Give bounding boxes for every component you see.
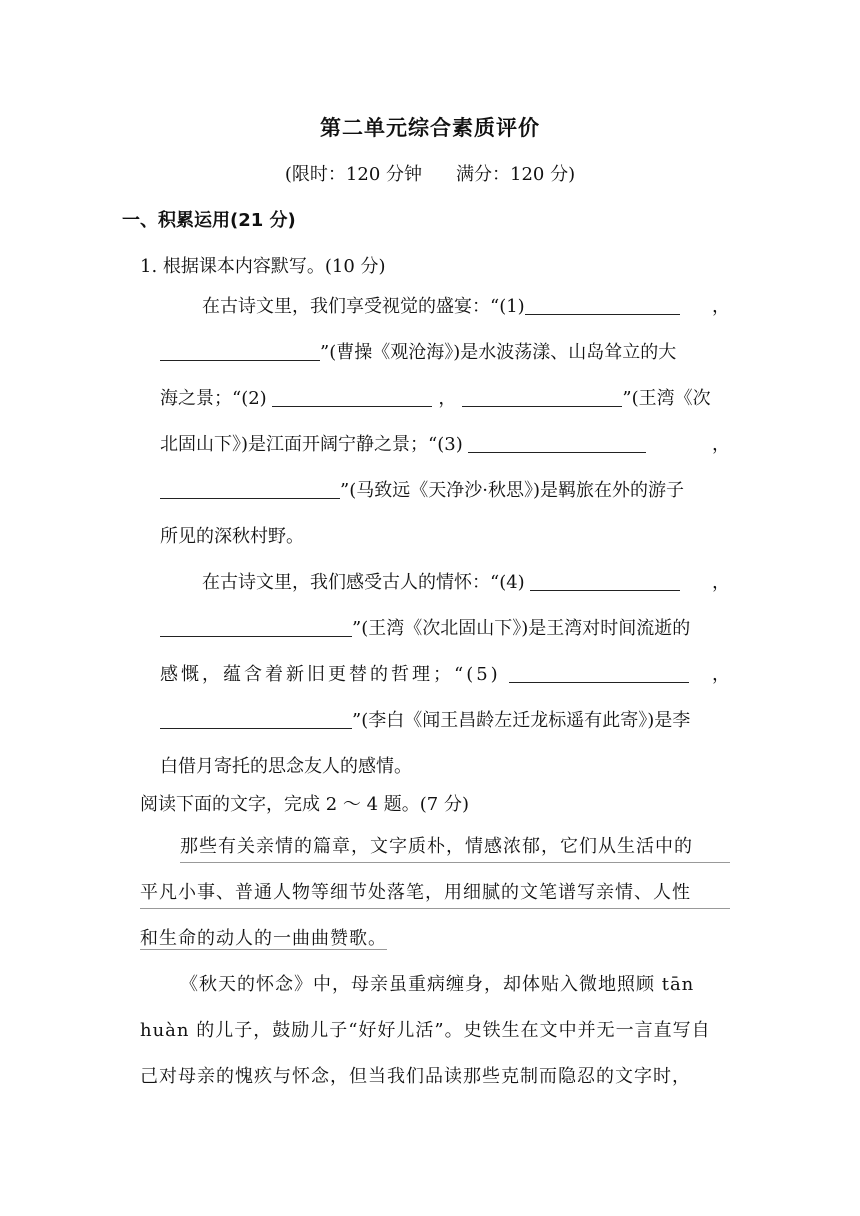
passage-line-2: 平凡小事、普通人物等细节处落笔，用细腻的文笔谱写亲情、人性	[140, 878, 730, 909]
p2-line-1: 在古诗文里，我们感受古人的情怀：“(4) ，	[202, 572, 730, 593]
p2-line-2: ”(王湾《次北固山下》)是王湾对时间流逝的	[160, 606, 730, 652]
passage-line-3: 和生命的动人的一曲曲赞歌。	[140, 928, 387, 949]
passage-line-5: huàn 的儿子，鼓励儿子“好好儿活”。史铁生在文中并无一言直写自	[140, 1020, 711, 1041]
p1-line-1: 在古诗文里，我们享受视觉的盛宴：“(1) ，	[202, 296, 730, 317]
passage-line-1: 那些有关亲情的篇章，文字质朴，情感浓郁，它们从生活中的	[180, 832, 730, 863]
p1-line-5: ”(马致远《天净沙·秋思》)是羁旅在外的游子	[160, 468, 730, 514]
p1-line-6: 所见的深秋村野。	[160, 526, 304, 547]
answer-blank[interactable]	[530, 570, 680, 591]
answer-blank[interactable]	[160, 616, 352, 637]
p1-line-2: ”(曹操《观沧海》)是水波荡漾、山岛耸立的大	[160, 330, 730, 376]
answer-blank[interactable]	[160, 340, 320, 361]
answer-blank[interactable]	[468, 432, 646, 453]
p2-line-3: 感慨，蕴含着新旧更替的哲理；“(5) ，	[160, 664, 730, 685]
p1-line-4: 北固山下》)是江面开阔宁静之景；“(3) ，	[160, 434, 730, 455]
answer-blank[interactable]	[525, 294, 680, 315]
question-1-heading: 1. 根据课本内容默写。(10 分)	[140, 256, 386, 277]
answer-blank[interactable]	[272, 386, 432, 407]
answer-blank[interactable]	[160, 708, 352, 729]
p2-line-4: ”(李白《闻王昌龄左迁龙标遥有此寄》)是李	[160, 698, 730, 744]
page-subtitle	[0, 160, 860, 186]
answer-blank[interactable]	[509, 662, 689, 683]
page-title: 第二单元综合素质评价	[320, 116, 540, 140]
time-limit: (限时：120 分钟	[284, 164, 422, 185]
passage-line-4: 《秋天的怀念》中，母亲虽重病缠身，却体贴入微地照顾 tān	[180, 974, 695, 995]
answer-blank[interactable]	[462, 386, 622, 407]
passage-line-6: 己对母亲的愧疚与怀念，但当我们品读那些克制而隐忍的文字时，	[140, 1066, 691, 1087]
reading-instruction: 阅读下面的文字，完成 2 ～ 4 题。(7 分)	[140, 794, 470, 815]
p2-line-5: 白借月寄托的思念友人的感情。	[160, 756, 412, 777]
full-score: 满分：120 分)	[456, 164, 576, 185]
answer-blank[interactable]	[160, 478, 340, 499]
p1-line-3: 海之景；“(2) ， ”(王湾《次	[160, 388, 711, 409]
section-heading: 一、积累运用(21 分)	[122, 210, 296, 231]
